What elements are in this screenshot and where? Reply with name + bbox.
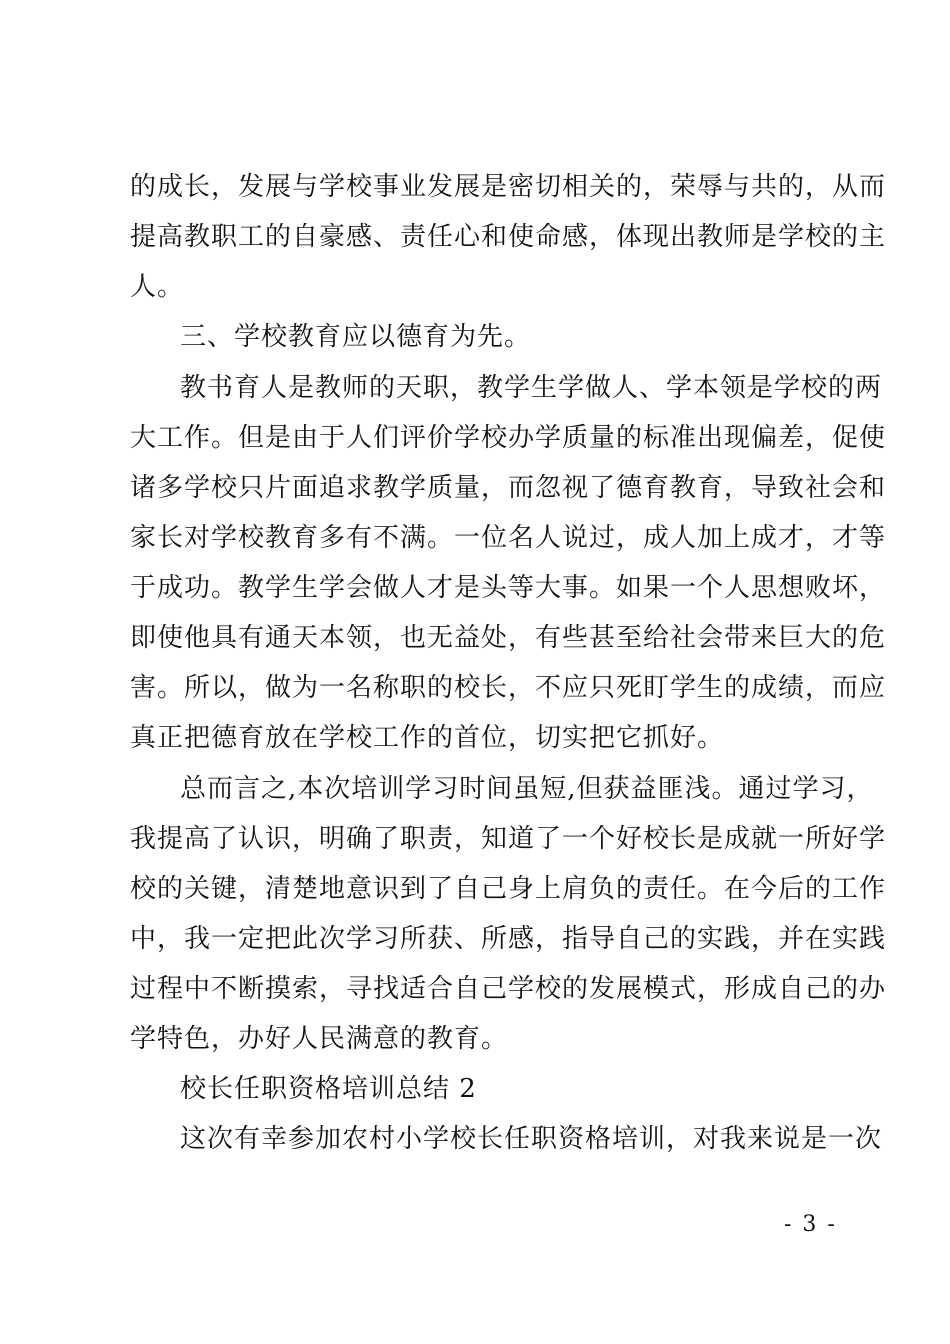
- body-text-line: 于成功。教学生学会做人才是头等大事。如果一个人思想败坏，: [130, 573, 887, 603]
- body-text-line: 这次有幸参加农村小学校长任职资格培训，对我来说是一次: [180, 1124, 883, 1154]
- page-number: - 3 -: [784, 1212, 837, 1237]
- body-text-line: 中，我一定把此次学习所获、所感，指导自己的实践，并在实践: [130, 924, 887, 954]
- section-heading: 三、学校教育应以德育为先。: [180, 322, 532, 352]
- body-text-line: 害。所以，做为一名称职的校长，不应只死盯学生的成绩，而应: [130, 673, 887, 703]
- body-text-line: 学特色，办好人民满意的教育。: [130, 1024, 509, 1054]
- body-text-line: 我提高了认识，明确了职责，知道了一个好校长是成就一所好学: [130, 824, 887, 854]
- body-text-line: 校的关键，清楚地意识到了自己身上肩负的责任。在今后的工作: [130, 874, 887, 904]
- body-text-line: 即使他具有通天本领，也无益处，有些甚至给社会带来巨大的危: [130, 623, 887, 653]
- body-text-line: 诸多学校只片面追求教学质量，而忽视了德育教育，导致社会和: [130, 473, 887, 503]
- body-text-line: 提高教职工的自豪感、责任心和使命感，体现出教师是学校的主: [130, 222, 887, 252]
- body-text-line: 大工作。但是由于人们评价学校办学质量的标准出现偏差，促使: [130, 423, 887, 453]
- body-text-line: 教书育人是教师的天职，教学生学做人、学本领是学校的两: [180, 373, 883, 403]
- body-text-line: 总而言之,本次培训学习时间虽短,但获益匪浅。通过学习，: [180, 774, 874, 804]
- body-text-line: 家长对学校教育多有不满。一位名人说过，成人加上成才，才等: [130, 523, 887, 553]
- body-text-line: 过程中不断摸索，寻找适合自己学校的发展模式，形成自己的办: [130, 974, 887, 1004]
- section-title: 校长任职资格培训总结 2: [180, 1074, 477, 1104]
- body-text-line: 人。: [130, 272, 185, 302]
- body-text-line: 的成长，发展与学校事业发展是密切相关的，荣辱与共的，从而: [130, 172, 887, 202]
- body-text-line: 真正把德育放在学校工作的首位，切实把它抓好。: [130, 723, 725, 753]
